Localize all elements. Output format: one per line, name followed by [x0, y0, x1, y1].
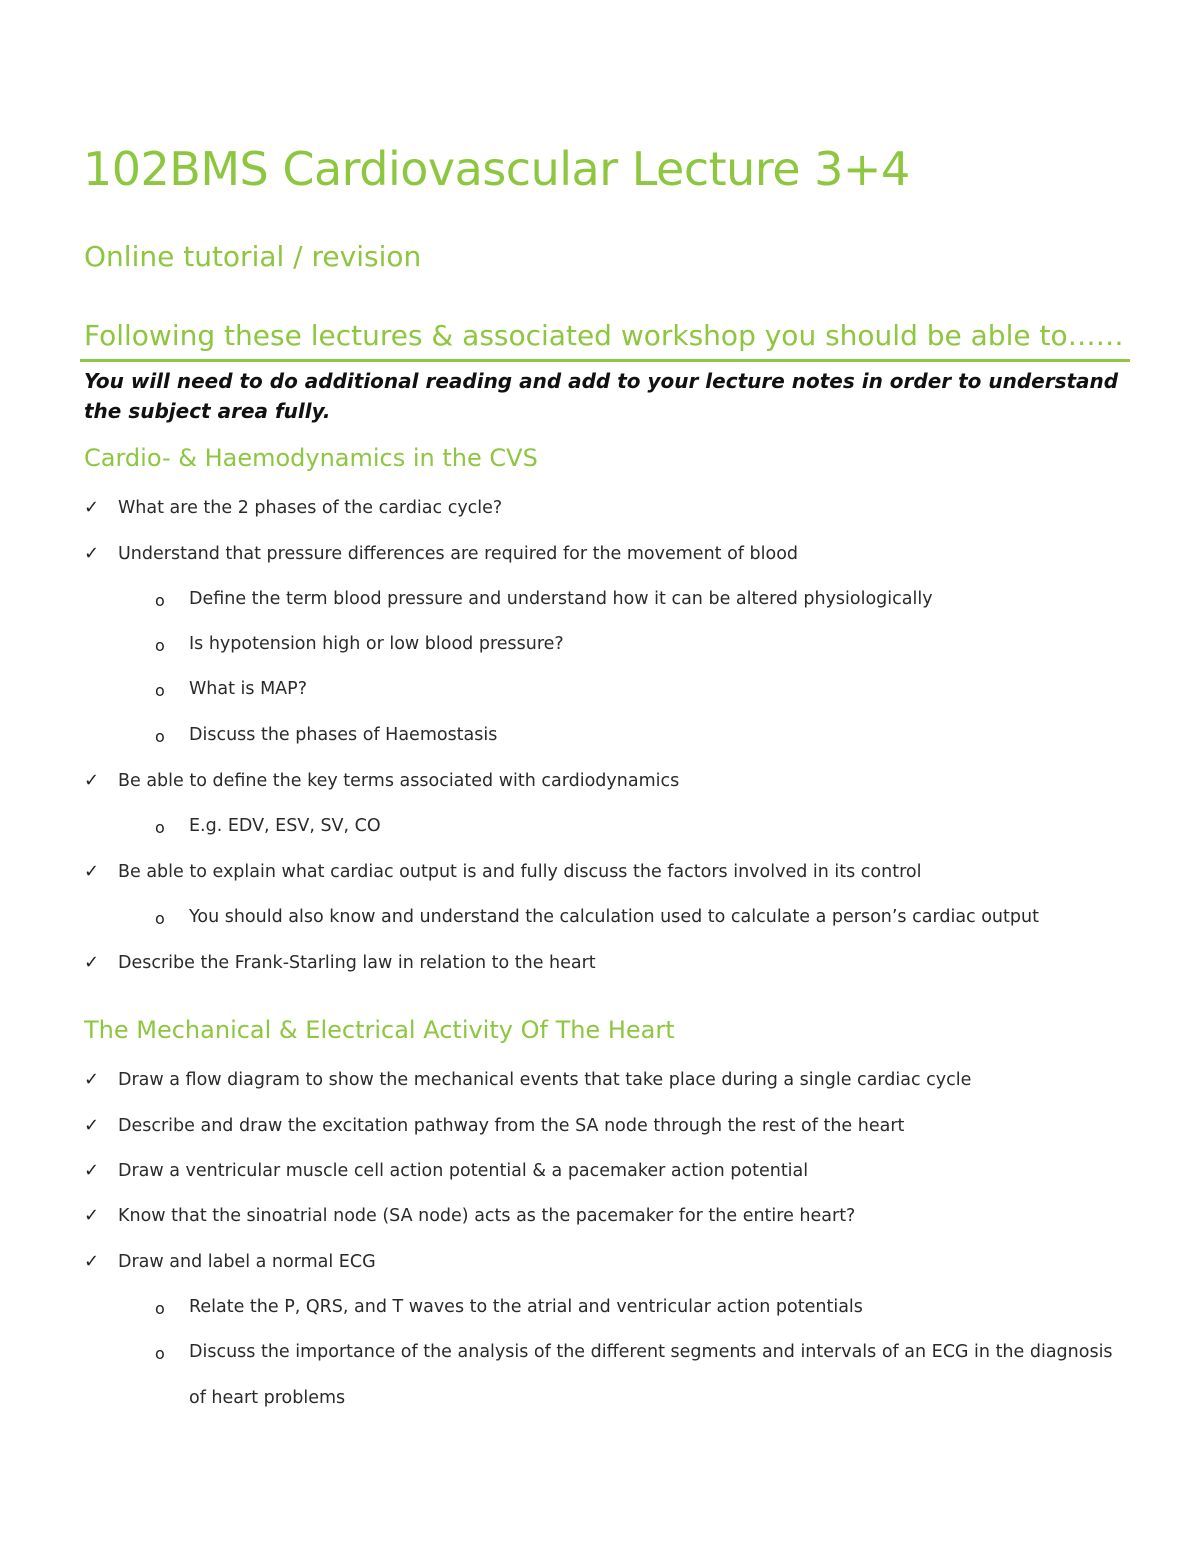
- bullet-icon: o: [155, 1299, 165, 1318]
- bullet-icon: o: [155, 681, 165, 700]
- bullet-icon: o: [155, 591, 165, 610]
- sub-list-item: E.g. EDV, ESV, SV, CO: [189, 816, 381, 836]
- checkmark-icon: ✓: [84, 1251, 100, 1272]
- checkmark-icon: ✓: [84, 1160, 100, 1181]
- page-title: 102BMS Cardiovascular Lecture 3+4: [83, 142, 910, 196]
- sub-list-item: You should also know and understand the calculation used to calculate a person’s cardiac output: [189, 907, 1039, 927]
- checkmark-icon: ✓: [84, 1115, 100, 1136]
- checkmark-icon: ✓: [84, 770, 100, 791]
- list-item: Be able to define the key terms associated with cardiodynamics: [118, 771, 680, 791]
- list-item: Know that the sinoatrial node (SA node) acts as the pacemaker for the entire heart?: [118, 1206, 856, 1226]
- checkmark-icon: ✓: [84, 861, 100, 882]
- page-subtitle: Online tutorial / revision: [84, 240, 422, 273]
- list-item: Describe and draw the excitation pathway from the SA node through the rest of the heart: [118, 1116, 905, 1136]
- checkmark-icon: ✓: [84, 1205, 100, 1226]
- bullet-icon: o: [155, 727, 165, 746]
- objectives-heading: Following these lectures & associated workshop you should be able to……: [84, 319, 1124, 352]
- list-item: Draw and label a normal ECG: [118, 1252, 376, 1272]
- list-item: Be able to explain what cardiac output is and fully discuss the factors involved in its control: [118, 862, 922, 882]
- checkmark-icon: ✓: [84, 952, 100, 973]
- bullet-icon: o: [155, 818, 165, 837]
- sub-list-item: Discuss the importance of the analysis of the different segments and intervals of an ECG in the diagnosis: [189, 1342, 1113, 1362]
- checkmark-icon: ✓: [84, 543, 100, 564]
- bullet-icon: o: [155, 909, 165, 928]
- sub-list-item: What is MAP?: [189, 679, 307, 699]
- bullet-icon: o: [155, 1344, 165, 1363]
- list-item: Understand that pressure differences are required for the movement of blood: [118, 544, 799, 564]
- sub-list-item: Define the term blood pressure and understand how it can be altered physiologically: [189, 589, 933, 609]
- sub-list-item: Discuss the phases of Haemostasis: [189, 725, 498, 745]
- bullet-icon: o: [155, 636, 165, 655]
- section-heading-mechanical-electrical: The Mechanical & Electrical Activity Of The Heart: [84, 1016, 675, 1044]
- sub-list-item-continuation: of heart problems: [189, 1388, 346, 1408]
- section-heading-cardio-haemodynamics: Cardio- & Haemodynamics in the CVS: [84, 444, 538, 472]
- checkmark-icon: ✓: [84, 497, 100, 518]
- heading-underline: [80, 359, 1130, 362]
- list-item: Draw a ventricular muscle cell action potential & a pacemaker action potential: [118, 1161, 809, 1181]
- list-item: What are the 2 phases of the cardiac cycle?: [118, 498, 503, 518]
- checkmark-icon: ✓: [84, 1069, 100, 1090]
- sub-list-item: Relate the P, QRS, and T waves to the atrial and ventricular action potentials: [189, 1297, 863, 1317]
- sub-list-item: Is hypotension high or low blood pressure?: [189, 634, 564, 654]
- list-item: Describe the Frank-Starling law in relation to the heart: [118, 953, 596, 973]
- list-item: Draw a flow diagram to show the mechanical events that take place during a single cardiac cycle: [118, 1070, 972, 1090]
- reading-note: You will need to do additional reading and add to your lecture notes in order to understand the subject area fully.: [84, 369, 1119, 423]
